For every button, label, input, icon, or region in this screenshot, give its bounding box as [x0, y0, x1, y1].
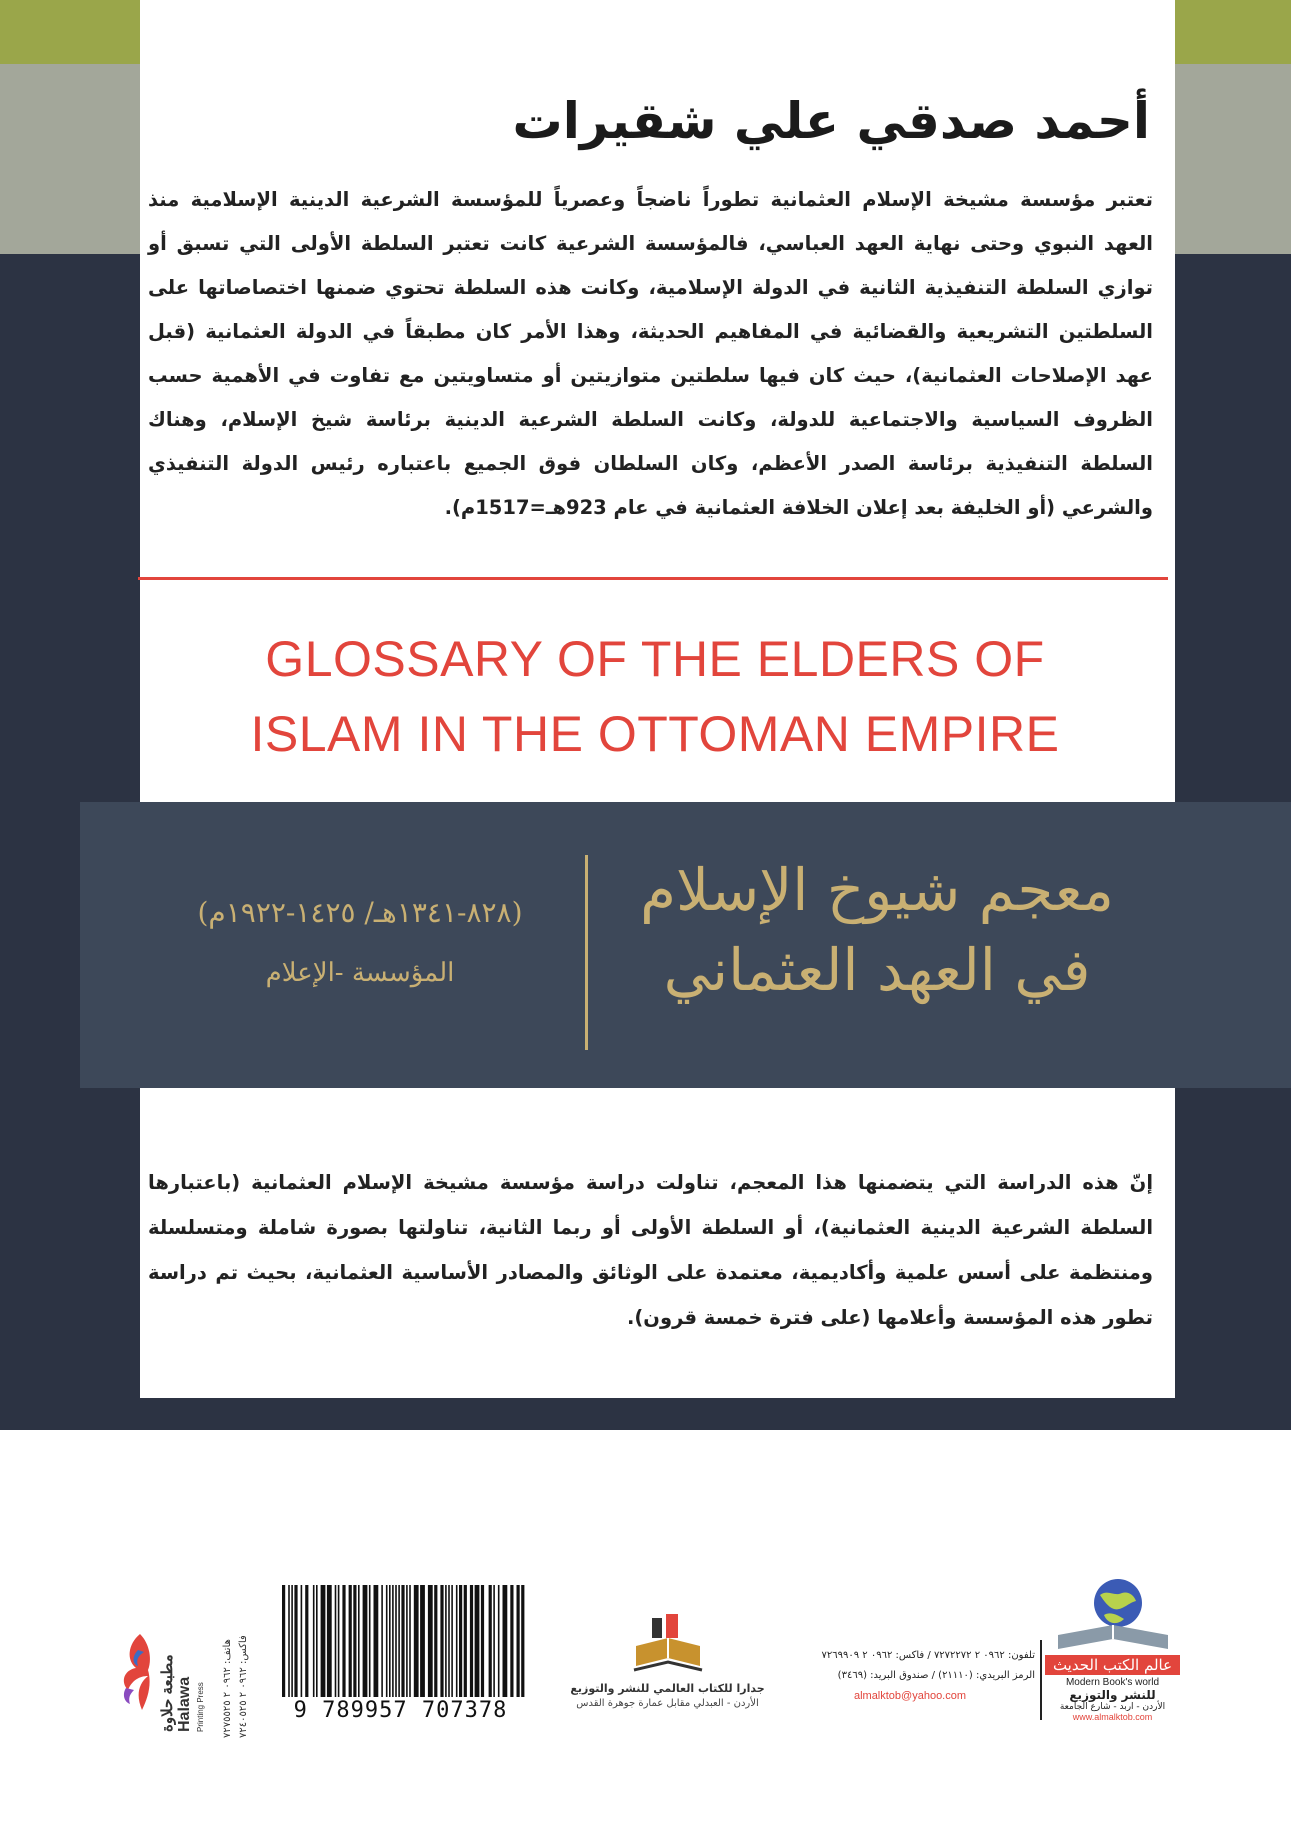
arabic-title-line-1: معجم شيوخ الإسلام	[640, 856, 1114, 924]
barcode-bar	[335, 1585, 337, 1697]
barcode-bar	[316, 1585, 318, 1697]
barcode-bar	[389, 1585, 391, 1697]
barcode-bar	[475, 1585, 480, 1697]
printer-name-ar: مطبعة حلاوة	[159, 1654, 176, 1732]
barcode-bar	[386, 1585, 388, 1697]
contact-email: almalktob@yahoo.com	[853, 1690, 967, 1702]
barcode-bar	[363, 1585, 368, 1697]
publisher-modern-books	[1045, 1575, 1180, 1740]
barcode-bar	[456, 1585, 458, 1697]
printer-fax: فاكس: ٠٩٦٢ ٢ ٧٢٤٠٥٢٥	[238, 1635, 249, 1738]
barcode-bar	[428, 1585, 433, 1697]
barcode-bar	[291, 1585, 293, 1697]
barcode-bar	[294, 1585, 297, 1697]
barcode-bar	[288, 1585, 290, 1697]
english-title-line-1: GLOSSARY OF THE ELDERS OF	[265, 631, 1045, 687]
barcode-bar	[327, 1585, 332, 1697]
barcode-bar	[398, 1585, 400, 1697]
barcode-bar	[448, 1585, 450, 1697]
barcode-bar	[470, 1585, 473, 1697]
barcode-bar	[481, 1585, 484, 1697]
barcode-bar	[305, 1585, 308, 1697]
barcode-bar	[414, 1585, 419, 1697]
barcode-bar	[409, 1585, 411, 1697]
isbn-number: 9 789957 707378	[293, 1698, 508, 1723]
publisher-modern-books-website: www.almalktob.com	[1072, 1712, 1153, 1722]
barcode-bar	[510, 1585, 513, 1697]
contact-separator	[1040, 1640, 1042, 1720]
arabic-title	[612, 850, 1142, 1010]
publisher-jadara	[555, 1612, 780, 1732]
date-range: (٨٢٨-١٣٤١هـ/ ١٤٢٥-١٩٢٢م)	[197, 896, 523, 929]
publisher-modern-books-name-en: Modern Book's world	[1065, 1677, 1160, 1688]
barcode-bar	[503, 1585, 508, 1697]
publisher-modern-books-address: الأردن - اربد - شارع الجامعة	[1059, 1702, 1166, 1712]
barcode-bar	[489, 1585, 492, 1697]
barcode-bar	[353, 1585, 356, 1697]
barcode-bar	[342, 1585, 345, 1697]
barcode-bar	[282, 1585, 285, 1697]
english-title-line-2: ISLAM IN THE OTTOMAN EMPIRE	[250, 706, 1060, 762]
barcode-bar	[401, 1585, 404, 1697]
barcode-bar	[321, 1585, 326, 1697]
barcode-bar	[440, 1585, 443, 1697]
barcode-bar	[301, 1585, 303, 1697]
barcode-bar	[451, 1585, 453, 1697]
printer-bird-icon	[118, 1630, 154, 1716]
publisher-book-logo-icon	[628, 1612, 708, 1678]
barcode-bar	[349, 1585, 352, 1697]
barcode-bar	[445, 1585, 447, 1697]
publisher-jadara-address: الأردن - العبدلي مقابل عمارة جوهرة القدس	[576, 1698, 759, 1709]
barcode-bar	[358, 1585, 360, 1697]
barcode-bar	[459, 1585, 462, 1697]
globe-book-logo-icon	[1048, 1575, 1178, 1655]
barcode-bar	[392, 1585, 394, 1697]
printer-name-en: Halawa	[176, 1676, 193, 1732]
contact-phone: تلفون: ٠٩٦٢ ٢ ٧٢٧٢٢٧٢ / فاكس: ٠٩٦٢ ٢ ٧٢٦٩٩٠٩	[821, 1650, 1035, 1661]
barcode-bar	[498, 1585, 500, 1697]
publisher-modern-books-logo-text: عالم الكتب الحديث	[1045, 1655, 1180, 1675]
english-title	[140, 622, 1170, 772]
barcode-bar	[517, 1585, 520, 1697]
publisher-modern-books-name-ar: للنشر والتوزيع	[1069, 1688, 1156, 1702]
summary-paragraph: إنّ هذه الدراسة التي يتضمنها هذا المعجم، تناولت دراسة مؤسسة مشيخة الإسلام العثمانية (باعتبارها السلطة الشرعية الدينية العثمانية)، أو السلطة الأولى أو ربما الثانية، تناولتها بصورة شاملة ومتسلسلة ومنتظمة على أسس علمية وأكاديمية، معتمدة على الوثائق والمصادر الأساسية العثمانية، بحيث تم دراسة تطور هذه المؤسسة وأعلامها (على فترة خمسة قرون).	[148, 1171, 1153, 1329]
barcode-bar	[369, 1585, 371, 1697]
barcode-bar	[381, 1585, 383, 1697]
printer-logo	[118, 1620, 288, 1740]
barcode-bar	[406, 1585, 408, 1697]
contact-postal: الرمز البريدي: (٢١١١٠) / صندوق البريد: (٣٤٦٩)	[837, 1670, 1035, 1681]
red-divider	[138, 577, 1168, 580]
arabic-title-line-2: في العهد العثماني	[663, 936, 1091, 1004]
subtitle: المؤسسة -الإعلام	[265, 958, 455, 988]
printer-tagline: Printing Press	[196, 1682, 205, 1732]
printer-phone: هاتف: ٠٩٦٢ ٢ ٧٢٧٥٥٢٥	[222, 1639, 233, 1738]
barcode	[268, 1585, 533, 1725]
barcode-bar	[395, 1585, 397, 1697]
gold-divider	[585, 855, 588, 1050]
barcode-bar	[464, 1585, 467, 1697]
barcode-bar	[420, 1585, 425, 1697]
contact-info	[785, 1646, 1035, 1706]
barcode-bars	[278, 1585, 528, 1697]
barcode-bar	[493, 1585, 495, 1697]
author-name: أحمد صدقي علي شقيرات	[512, 92, 1150, 150]
intro-paragraph: تعتبر مؤسسة مشيخة الإسلام العثمانية تطوراً ناضجاً وعصرياً للمؤسسة الشرعية الدينية الإسلامية منذ العهد النبوي وحتى نهاية العهد العباسي، فالمؤسسة الشرعية كانت تعتبر السلطة الأولى التي تسبق أو توازي السلطة التنفيذية الثانية في الدولة الإسلامية، وكانت هذه السلطة تحتوي ضمنها اختصاصاتها على السلطتين التشريعية والقضائية في المفاهيم الحديثة، وهذا الأمر كان مطبقاً في الدولة العثمانية (قبل عهد الإصلاحات العثمانية)، حيث كان فيها سلطتين متوازيتين أو متساويتين مع تفاوت في الأهمية حسب الظروف السياسية والاجتماعية للدولة، وكانت السلطة الشرعية الدينية برئاسة شيخ الإسلام، وهناك السلطة التنفيذية برئاسة الصدر الأعظم، وكان السلطان فوق الجميع باعتباره رئيس الدولة التنفيذي والشرعي (أو الخليفة بعد إعلان الخلافة العثمانية في عام 923هـ=1517م).	[148, 188, 1153, 519]
barcode-bar	[521, 1585, 524, 1697]
barcode-bar	[434, 1585, 437, 1697]
barcode-bar	[338, 1585, 340, 1697]
barcode-bar	[374, 1585, 379, 1697]
barcode-bar	[313, 1585, 315, 1697]
publisher-jadara-name: جدارا للكتاب العالمي للنشر والتوزيع	[570, 1682, 765, 1695]
